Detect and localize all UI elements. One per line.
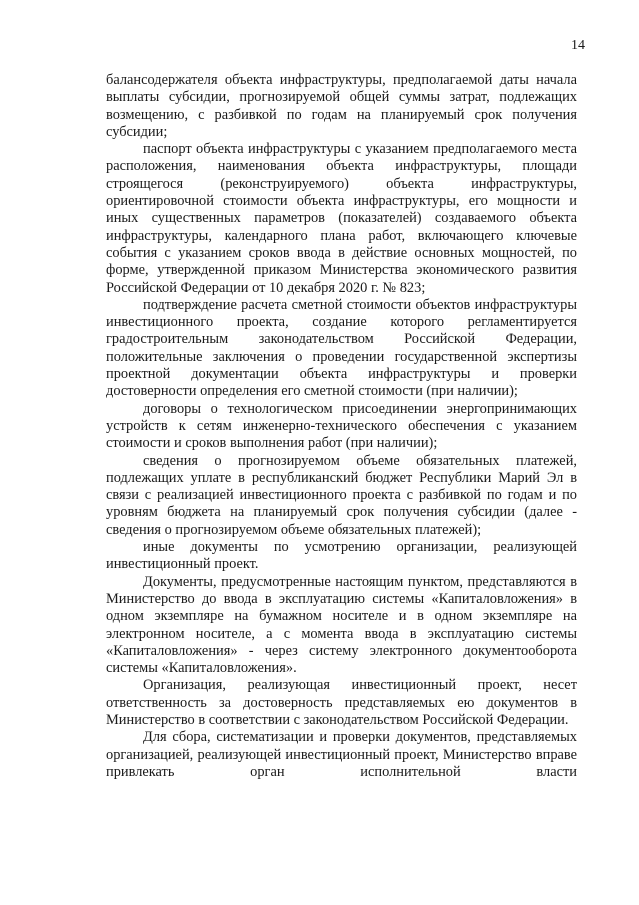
paragraph-responsibility: Организация, реализующая инвестиционный проект, несет ответственность за достоверность представляемых ею документов в Министерство в соответствии с законодательством Российской Федерации. [106, 677, 577, 728]
paragraph-grid-connection-contracts: договоры о технологическом присоединении энергопринимающих устройств к сетям инженерно-технического обеспечения с указанием стоимости и сроков выполнения работ (при наличии); [106, 400, 577, 452]
paragraph-submission-procedure: Документы, предусмотренные настоящим пунктом, представляются в Министерство до ввода в эксплуатацию системы «Капиталовложения» в одном экземпляре на бумажном носителе и в одном экземпляре на электронном носителе, а с момента ввода в эксплуатацию системы «Капиталовложения» - через систему электронного документооборота системы «Капиталовложения». [106, 573, 577, 677]
paragraph-continuation: балансодержателя объекта инфраструктуры, предполагаемой даты начала выплаты субсидии, прогнозируемой общей суммы затрат, подлежащих возмещению, с разбивкой по годам на планируемый срок получения субсидии; [106, 72, 577, 140]
paragraph-other-documents: иные документы по усмотрению организации, реализующей инвестиционный проект. [106, 539, 577, 573]
paragraph-mandatory-payments: сведения о прогнозируемом объеме обязательных платежей, подлежащих уплате в республиканский бюджет Республики Марий Эл в связи с реализацией инвестиционного проекта с разбивкой по годам и по уровням бюджета на планируемый срок получения субсидии (далее - сведения о прогнозируемом объеме обязательных платежей); [106, 452, 577, 538]
document-body [106, 72, 577, 781]
page-number: 14 [571, 38, 585, 53]
paragraph-document-collection: Для сбора, систематизации и проверки документов, представляемых организацией, реализующей инвестиционный проект, Министерство вправе привлекать орган исполнительной власти [106, 729, 577, 780]
paragraph-infrastructure-passport: паспорт объекта инфраструктуры с указанием предполагаемого места расположения, наименования объекта инфраструктуры, площади строящегося (реконструируемого) объекта инфраструктуры, ориентировочной стоимости объекта инфраструктуры, его мощности и иных существенных параметров (показателей) создаваемого объекта инфраструктуры, календарного плана работ, включающего ключевые события с указанием сроков ввода в действие основных мощностей, по форме, утвержденной приказом Министерства экономического развития Российской Федерации от 10 декабря 2020 г. № 823; [106, 141, 577, 296]
paragraph-cost-confirmation: подтверждение расчета сметной стоимости объектов инфраструктуры инвестиционного проекта, создание которого регламентируется градостроительным законодательством Российской Федерации, положительные заключения о проведении государственной экспертизы проектной документации объекта инфраструктуры и проверки достоверности определения его сметной стоимости (при наличии); [106, 296, 577, 400]
